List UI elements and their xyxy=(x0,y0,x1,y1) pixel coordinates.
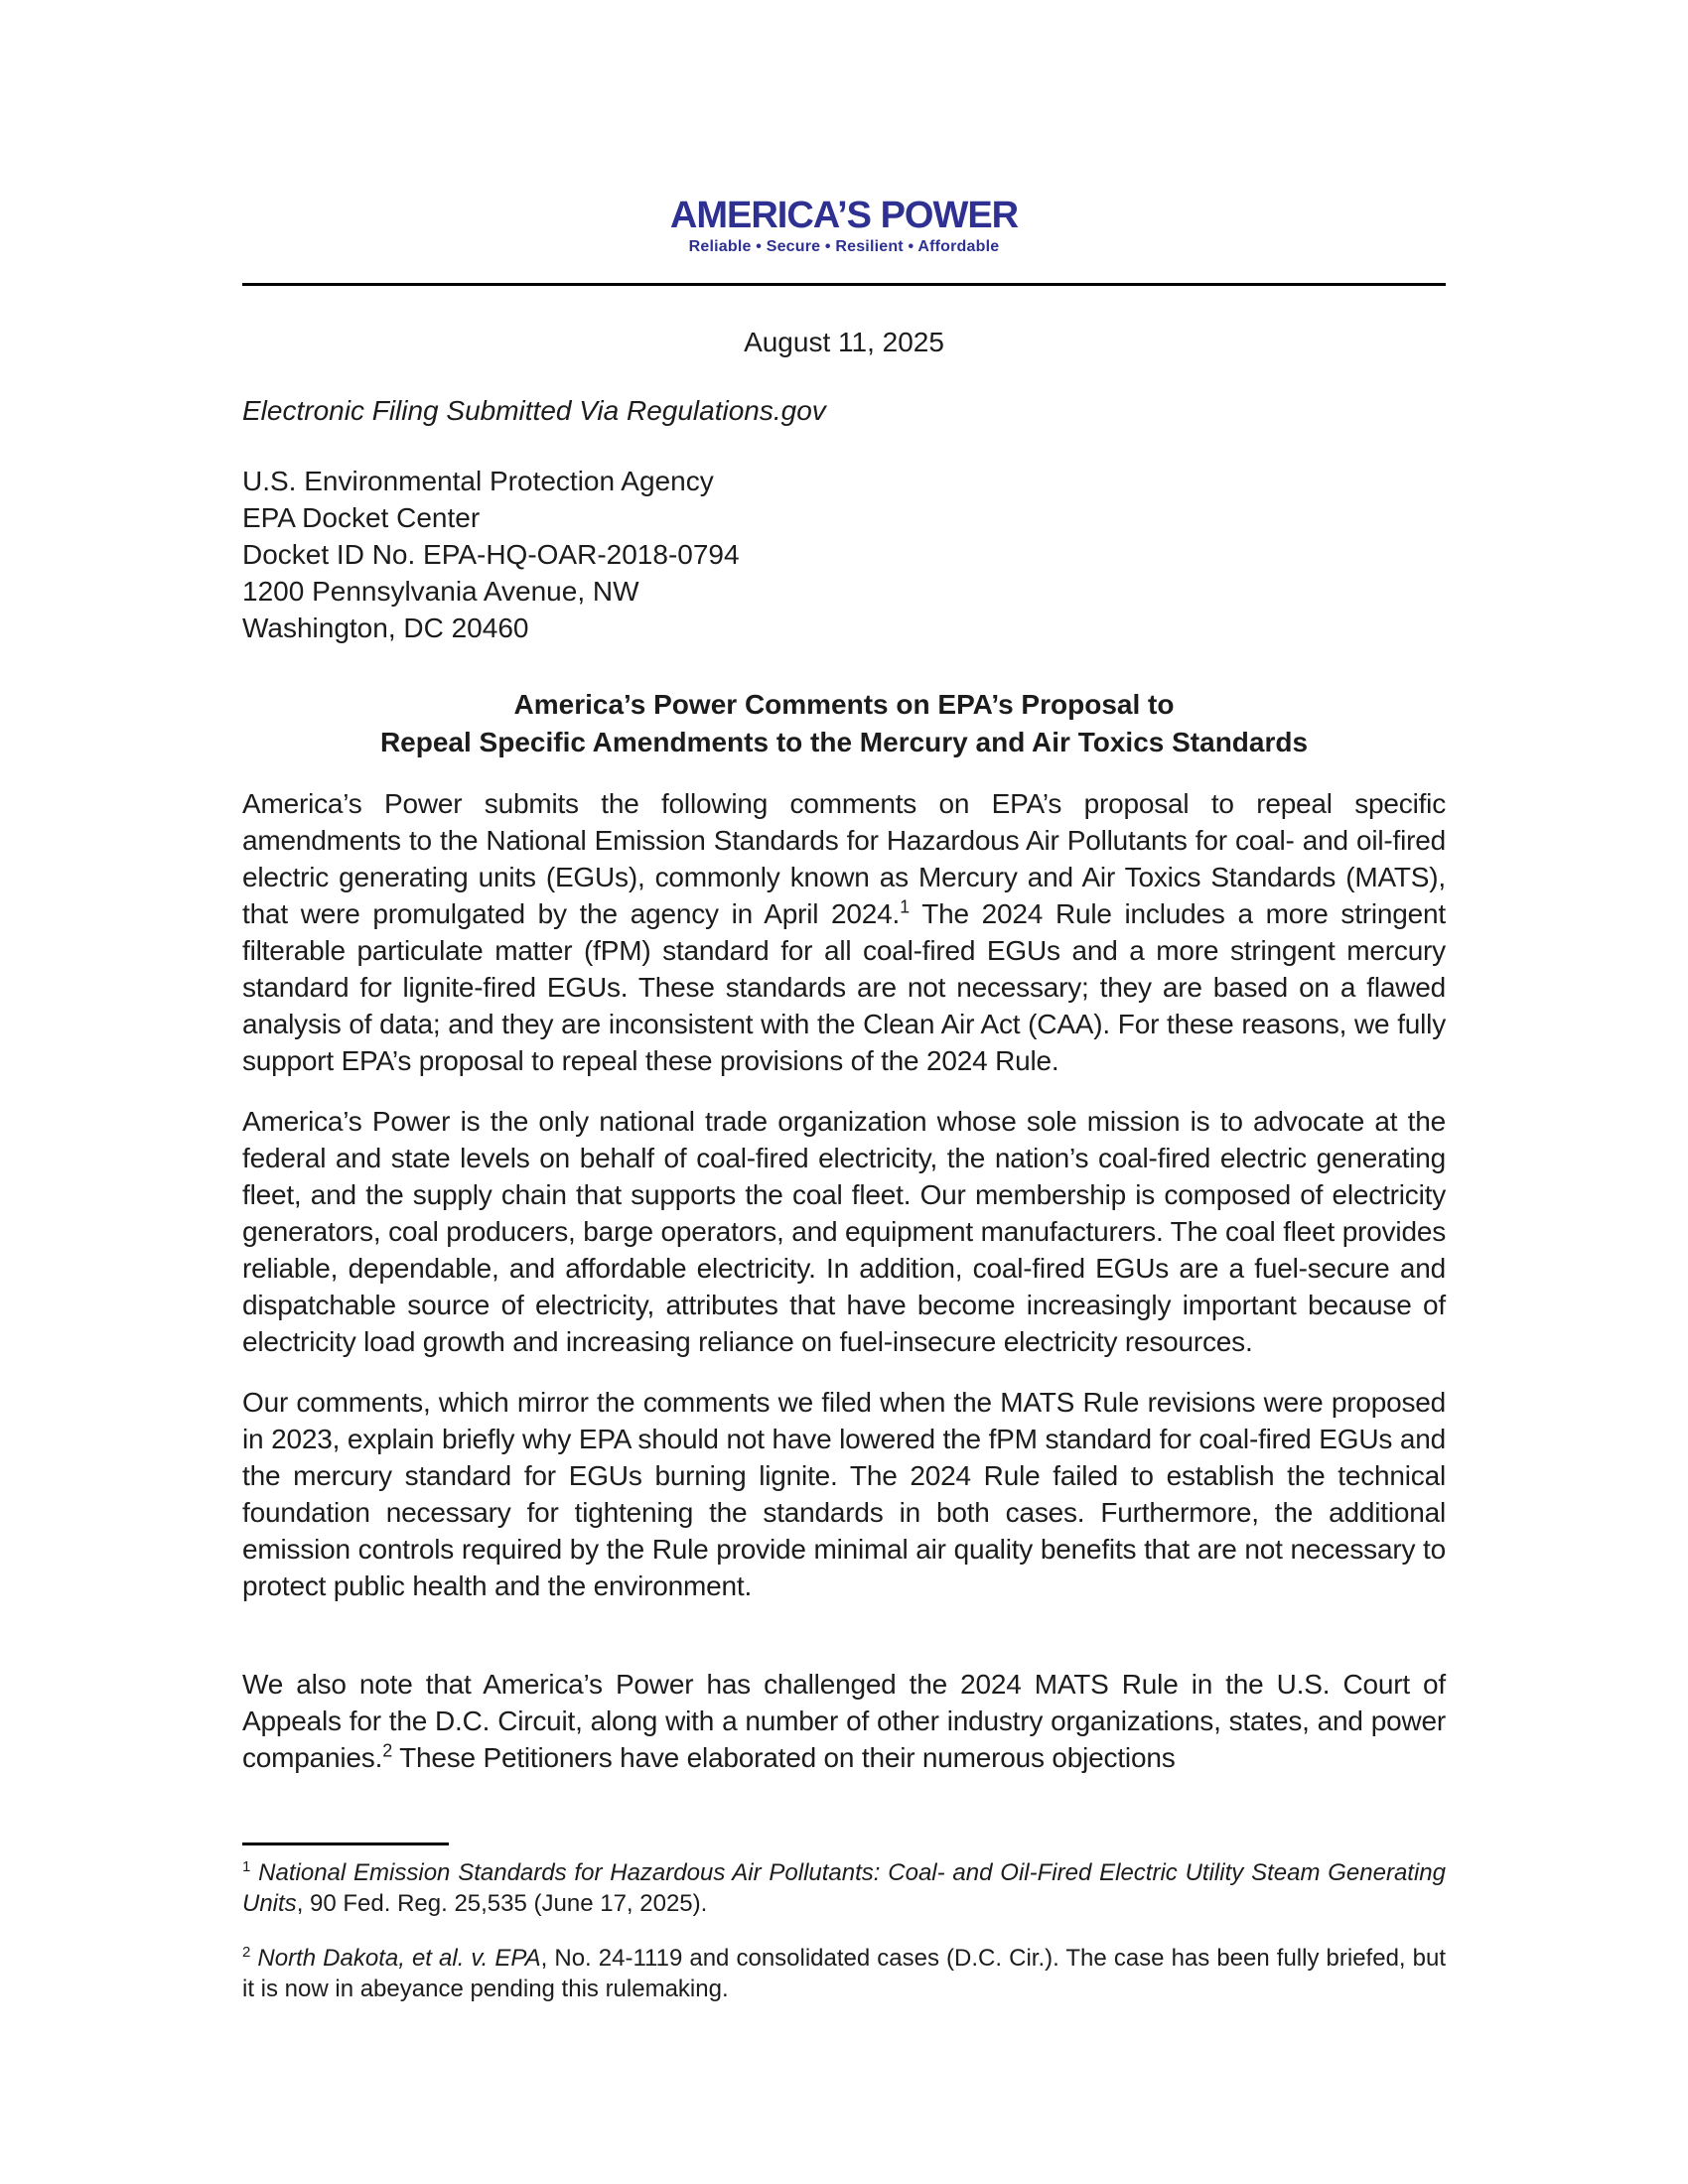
filing-method-line: Electronic Filing Submitted Via Regulations.gov xyxy=(242,395,826,426)
document-title-line-1: America’s Power Comments on EPA’s Proposal to xyxy=(513,689,1175,720)
footnote-1-citation-title: National Emission Standards for Hazardous Air Pollutants: Coal- and Oil-Fired Electric Utility Steam Generating Units xyxy=(242,1859,1447,1917)
paragraph-1-text-continued: The 2024 Rule includes a more stringent filterable particulate matter (fPM) standard for all coal-fired EGUs and a more stringent mercury standard for lignite-fired EGUs. These standards are not necessary; they are based on a flawed analysis of data; and they are inconsistent with the Clean Air Act (CAA). For these reasons, we fully support EPA’s proposal to repeal these provisions of the 2024 Rule. xyxy=(242,898,1447,1076)
recipient-line-agency: U.S. Environmental Protection Agency xyxy=(242,466,714,496)
recipient-line-street: 1200 Pennsylvania Avenue, NW xyxy=(242,576,639,607)
americas-power-logo xyxy=(242,0,1446,257)
logo-tagline: Reliable • Secure • Resilient • Affordable xyxy=(688,238,1000,255)
paragraph-2-text: America’s Power is the only national trade organization whose sole mission is to advocate at the federal and state levels on behalf of coal-fired electricity, the nation’s coal-fired electric generating fleet, and the supply chain that supports the coal fleet. Our membership is composed of electricity generators, coal producers, barge operators, and equipment manufacturers. The coal fleet provides reliable, dependable, and affordable electricity. In addition, coal-fired EGUs are a fuel-secure and dispatchable source of electricity, attributes that have become increasingly important because of electricity load growth and increasing reliance on fuel-insecure electricity resources. xyxy=(242,1106,1446,1357)
recipient-line-docket-id: Docket ID No. EPA-HQ-OAR-2018-0794 xyxy=(242,539,740,570)
paragraph-3-text: Our comments, which mirror the comments we filed when the MATS Rule revisions were proposed in 2023, explain briefly why EPA should not have lowered the fPM standard for coal-fired EGUs and the mercury standard for EGUs burning lignite. The 2024 Rule failed to establish the technical foundation necessary for tightening the standards in both cases. Furthermore, the additional emission controls required by the Rule provide minimal air quality benefits that are not necessary to protect public health and the environment. xyxy=(242,1387,1446,1601)
paragraph-4 xyxy=(242,1666,1446,1776)
paragraph-1 xyxy=(242,785,1446,1079)
page-content xyxy=(242,0,1446,1776)
footnote-1-marker: 1 xyxy=(242,1858,251,1875)
paragraph-4-text: We also note that America’s Power has challenged the 2024 MATS Rule in the U.S. Court of Appeals for the D.C. Circuit, along with a number of other industry organizations, states, and power companies. xyxy=(242,1669,1446,1773)
footnote-1 xyxy=(242,1857,1446,1919)
recipient-line-docket-center: EPA Docket Center xyxy=(242,502,481,533)
paragraph-2 xyxy=(242,1103,1446,1360)
paragraph-1-text: America’s Power submits the following comments on EPA’s proposal to repeal specific amendments to the National Emission Standards for Hazardous Air Pollutants for coal- and oil-fired electric generating units (EGUs), commonly known as Mercury and Air Toxics Standards (MATS), that were promulgated by the agency in April 2024. xyxy=(242,788,1446,929)
paragraph-3 xyxy=(242,1384,1446,1604)
footnote-1-citation-rest: , 90 Fed. Reg. 25,535 (June 17, 2025). xyxy=(296,1890,708,1917)
document-title xyxy=(242,686,1446,761)
footnote-2-citation-rest: , No. 24-1119 and consolidated cases (D.C. Cir.). The case has been fully briefed, but it is now in abeyance pending this rulemaking. xyxy=(242,1945,1447,2002)
footnote-2 xyxy=(242,1943,1446,2004)
footnote-ref-2: 2 xyxy=(382,1740,392,1761)
footnote-section xyxy=(242,1843,1446,2028)
letter-date: August 11, 2025 xyxy=(744,327,944,357)
footnote-2-marker: 2 xyxy=(242,1944,251,1961)
footnote-2-case-name: North Dakota, et al. v. EPA xyxy=(257,1945,541,1972)
document-title-line-2: Repeal Specific Amendments to the Mercury and Air Toxics Standards xyxy=(379,727,1309,757)
footnote-ref-1: 1 xyxy=(900,896,910,917)
recipient-address xyxy=(242,463,1446,646)
paragraph-4-text-continued: These Petitioners have elaborated on their numerous objections xyxy=(392,1742,1176,1773)
header-divider xyxy=(242,283,1446,286)
logo-wordmark: AMERICA’S POWER xyxy=(669,195,1019,236)
recipient-line-city: Washington, DC 20460 xyxy=(242,613,529,643)
footnote-divider xyxy=(242,1843,449,1845)
